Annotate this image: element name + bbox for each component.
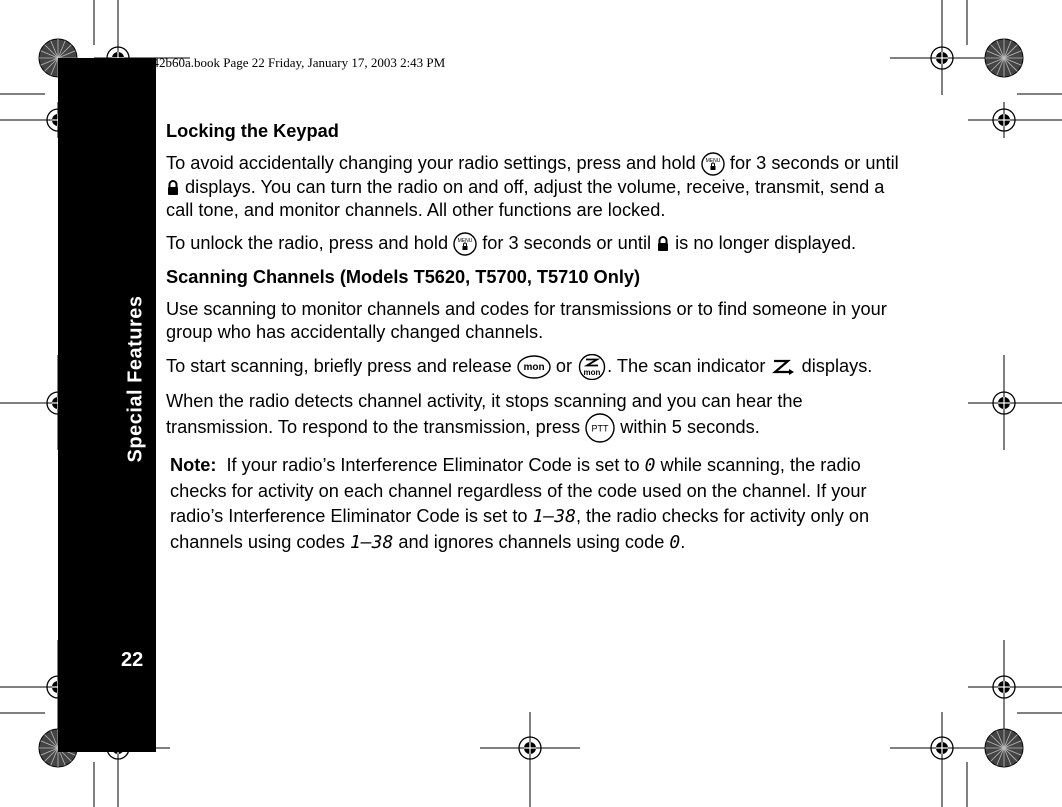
lcd-code-range: 1–38 <box>532 506 576 528</box>
lcd-code-range: 1–38 <box>349 531 394 553</box>
scanning-note: Note: If your radio’s Interference Eliminator Code is set to 0 while scanning, the radio checks for activity on each channel regardless of the code used on the channel. If your radio’s Interference Eliminator Code is set to 1–38, the radio checks for activity only on channels using codes 1–38 and ignores channels using code 0. <box>170 455 870 553</box>
lock-icon <box>166 179 180 197</box>
locking-paragraph-1: To avoid accidentally changing your radio settings, press and hold MENU for 3 seconds or until displays. You can turn the radio on and off, adjust the volume, receive, transmit, send a call tone, and monitor channels. All other functions are locked. <box>166 153 899 221</box>
scanning-paragraph-1: Use scanning to monitor channels and codes for transmissions or to find someone in your group who has accidentally changed channels. <box>166 299 887 343</box>
svg-text:MENU: MENU <box>705 158 721 165</box>
lock-icon <box>656 235 670 253</box>
mon-button-icon <box>517 355 551 379</box>
svg-text:mon: mon <box>523 362 545 374</box>
lcd-code-zero: 0 <box>644 455 656 477</box>
print-header: 042b60a.book Page 22 Friday, January 17, 2003 2:43 PM <box>146 55 446 70</box>
scanning-paragraph-2: To start scanning, briefly press and release mon or mon . The scan indicator displays. <box>166 354 906 380</box>
scan-mon-button-icon <box>577 354 607 380</box>
scanning-paragraph-3: When the radio detects channel activity, it stops scanning and you can hear the transmission. To respond to the transmission, press PTT within 5 seconds. <box>166 390 906 443</box>
section-title: Special Features <box>124 295 147 463</box>
ptt-button-icon <box>585 413 615 443</box>
locking-heading: Locking the Keypad <box>166 121 339 141</box>
note-label: Note: <box>170 455 217 476</box>
menu-lock-button-icon <box>453 232 477 256</box>
svg-text:PTT: PTT <box>591 423 609 434</box>
lcd-code-zero: 0 <box>669 531 681 553</box>
scanning-heading: Scanning Channels (Models T5620, T5700, T5710 Only) <box>166 267 641 288</box>
menu-lock-button-icon <box>701 152 725 176</box>
scan-indicator-icon <box>771 358 797 376</box>
page-content <box>166 120 906 565</box>
svg-text:MENU: MENU <box>457 238 473 245</box>
svg-text:mon: mon <box>583 368 601 378</box>
locking-paragraph-2: To unlock the radio, press and hold MENU for 3 seconds or until is no longer displayed. <box>166 232 906 256</box>
page-number: 22 <box>121 649 144 671</box>
